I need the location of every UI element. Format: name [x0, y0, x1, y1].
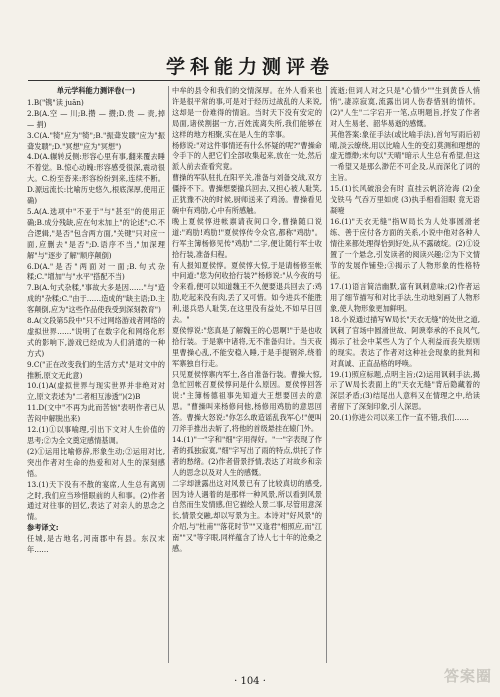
answer-paragraph: 17.(1)语言简洁幽默,富有讽刺意味;(2)作者运用了细节描写和对比手法,生动地刻画了人物形象,使人物形象更加鲜明。	[330, 282, 480, 314]
answer-column-3	[330, 86, 480, 667]
answer-paragraph: 10.(1)A(虚拟世界与现实世界并非绝对对立,原文表述为"二者相互渗透")(2)B	[27, 381, 165, 402]
answer-paragraph: (2)①运用比喻修辞,形象生动;②运用对比,突出作者对生命的热爱和对人生的深刻感悟。	[27, 446, 165, 478]
answer-paragraph: 中牟的县令和我们的交情深厚。在外人看来也许是很平常的事,可是对于经历过战乱的人来说,这却是一份难得的情谊。当时天下没有安定的局面,诸侯割据一方,百姓流离失所,我们能够在这样的地方相聚,实在是人生的幸事。	[172, 86, 322, 139]
answer-paragraph: 只见夏侯惇寨内军士,各自准备行装。曹操大惊,急忙回帐召夏侯惇问是什么原因。夏侯惇回答说:"主簿杨德祖事先知道大王想要回去的意思。"曹操叫来杨修问他,杨修用鸡肋的意思回答。曹操大怒说:"你怎么敢造谣乱我军心!"便叫刀斧手推出去斩了,将他的首级悬挂在辕门外。	[172, 369, 322, 434]
answer-paragraph: 晚上夏侯惇进帐禀请夜间口令,曹操随口说道:"鸡肋!鸡肋!"夏侯惇传令众官,都称"鸡肋"。行军主簿杨修见传"鸡肋"二字,便让随行军士收拾行装,准备归程。	[172, 216, 322, 259]
answer-paragraph: 15.(1)长风破浪会有时 直挂云帆济沧海 (2)金戈铁马 气吞万里如虎 (3)执手相看泪眼 竟无语凝噎	[330, 184, 480, 215]
column-divider	[326, 86, 327, 663]
answer-paragraph: 曹操的军队驻扎在阳平关,准备与刘备交战,双方僵持不下。曹操想要撤兵回去,又担心被人耻笑,正犹豫不决的时候,厨师送来了鸡汤。曹操看见碗中有鸡肋,心中有所感触。	[172, 173, 322, 215]
answer-column-2	[172, 86, 322, 667]
answer-paragraph: 流逝;但词人对之只是"心情少""生到黄昏人悄悄",凄凉寂寞,流露出词人伤春惜别的情怀。(2)"人生"二字宕开一笔,点明题旨,抒发了作者对人生易老、韶华易逝的感慨。	[330, 86, 480, 128]
answer-paragraph: 二字却泄露出这对风景已有了比较真切的感受,因为诗人遇着的是那样一种风景,所以看到风景自然而生发情感,但它描绘人景二事,尽管用意深长,情景交融,却以写景为主。本诗对"好风景"的介绍,与"杜甫""落花时节""又逢君"相照应,而"江南""又"等字眼,同样蕴含了诗人七十年的沧桑之感。	[172, 478, 322, 554]
answer-paragraph: 19.(1)照应标题,点明主旨;(2)运用讽刺手法,揭示了W局长表面上的"天衣无缝"背后隐藏着的深层矛盾;(3)结尾出人意料又在情理之中,给读者留下了深刻印象,引人深思。	[330, 369, 480, 412]
answer-paragraph: 有人报知夏侯惇。夏侯惇大惊,于是请杨修至帐中问道:"您为何收拾行装?"杨修说:"从今夜的号令来看,便可以知道魏王不久便要退兵回去了:鸡肋,吃起来没有肉,丢了又可惜。如今进兵不能胜利,退兵恐人耻笑,在这里没有益处,不如早日回去。"	[172, 260, 322, 325]
answer-paragraph: 4.D(A.辗转反侧:形容心里有事,翻来覆去睡不着觉。B.惊心动魄:形容感受很深,震动很大。C.纷至沓来:形容纷纷到来,连续不断。D.源远流长:比喻历史悠久,根底深厚,使用正确)	[27, 152, 165, 206]
answer-paragraph: 6.D(A."是否"两面对一面;B.句式杂糅;C."增加"与"水平"搭配不当)	[27, 261, 165, 282]
answer-paragraph: 5.A(A.选项中"不亚于"与"甚至"的使用正确;B.成分残缺,应在句末加上"的论述";C.不合逻辑,"是否"包含两方面,"关键"只对应一面,应删去"是否";D.语序不当,"加深理解"与"逐步了解"顺序颠倒)	[27, 206, 165, 260]
answer-paragraph: 12.(1)①以事喻理,引出下文对人生价值的思考;②为全文奠定感情基调。	[27, 425, 165, 445]
answer-paragraph: 1.B("镌"读 juān)	[27, 97, 84, 107]
section-heading: 单元学科能力测评卷(一)	[56, 86, 136, 95]
answer-paragraph: 任城,是古地名,河南郡中有县。东汉末年……	[27, 534, 165, 555]
answer-paragraph: 其他答案:象征手法(或比喻手法),首句写雨后初晴,淡云缭绕,用以比喻人生的变幻莫测和理想的虚无缥缈;末句以"天晴"暗示人生总有希望,但这一希望又是那么渺茫不可企及,从而深化了词的主旨。	[330, 129, 480, 183]
sub-heading: 参考译文:	[27, 523, 59, 533]
watermark-logo: 答案圈	[443, 667, 492, 685]
answer-paragraph: 杨修说:"对这件事情还有什么怀疑的呢?"曹操命令手下的人把它们全部收集起来,放在一处,然后派人前去查看究竟。	[172, 140, 322, 172]
page-title: 学科能力测评卷	[165, 56, 334, 78]
column-divider	[168, 86, 169, 663]
answer-paragraph: 18.小说通过描写W局长"天衣无缝"的处世之道,讽刺了官场中圆滑世故、阿谀奉承的不良风气,揭示了社会中某些人为了个人利益而丧失原则的现实。表达了作者对这种社会现象的批判和对真诚、正直品格的呼唤。	[330, 315, 480, 368]
answer-paragraph: 9.C("正在改变我们的生活方式"是对文中的推断,原文无此意)	[27, 359, 165, 380]
answer-paragraph: 20.(1)你进公司以来工作一直不错,我们……	[330, 413, 469, 423]
answer-paragraph: 3.C(A."犄"应为"犄";B."振聋发聩"应为"振聋发聩";D."冥想"应为"冥想")	[27, 130, 165, 151]
page-number: · 104 ·	[234, 676, 266, 687]
answer-paragraph: 16.(1)"天衣无缝"指W局长为人处事圆滑老练、善于应付各方面的关系,小说中他对各种人情往来都处理得恰到好处,从不露破绽。(2)①设置了一个悬念,引发读者的阅读兴趣;②为下文情节的发展作铺垫;③揭示了人物形象的性格特征。	[330, 216, 480, 281]
answer-paragraph: 13.(1)天下没有不散的宴席,人生总有离别之时,我们应当珍惜眼前的人和事。(2)作者通过对往事的回忆,表达了对亲人的思念之情。	[27, 479, 165, 522]
title-divider	[28, 80, 480, 81]
answer-paragraph: 11.D(文中"不再为此而苦恼"表明作者已从苦闷中解脱出来)	[27, 403, 165, 424]
answer-paragraph: 8.A(文段第5段中"只不过网络游戏者网络的虚拟世界……"说明了在数字化和网络化形式的影响下,游戏已经成为人们消遣的一种方式)	[27, 316, 165, 358]
answer-paragraph: 14.(1)"一"字和"细"字用得好。"一"字表现了作者的孤独寂寞,"细"字写出了雨的特点,烘托了作者的愁绪。(2)作者借景抒情,表达了对故乡和亲人的思念以及对人生的感慨。	[172, 435, 322, 477]
answer-paragraph: 夏侯惇说:"您真是了解魏王的心思啊!"于是也收拾行装。于是寨中诸将,无不准备归计。当天夜里曹操心乱,不能安稳入睡,于是手提钢斧,绕着军寨独自行走。	[172, 325, 322, 368]
answer-paragraph: 7.B(A.句式杂糅,"事故大多是因……"与"造成的"杂糅;C."由于……造成的"缺主语;D.主客颠倒,应为"这些作品使我受到深刻教育")	[27, 283, 165, 315]
answer-paragraph: 2.B(A.空 — 川;B.攒 — 攒;D.贵 — 责,掉 — 捐)	[27, 108, 165, 129]
answer-column-1	[27, 86, 165, 667]
